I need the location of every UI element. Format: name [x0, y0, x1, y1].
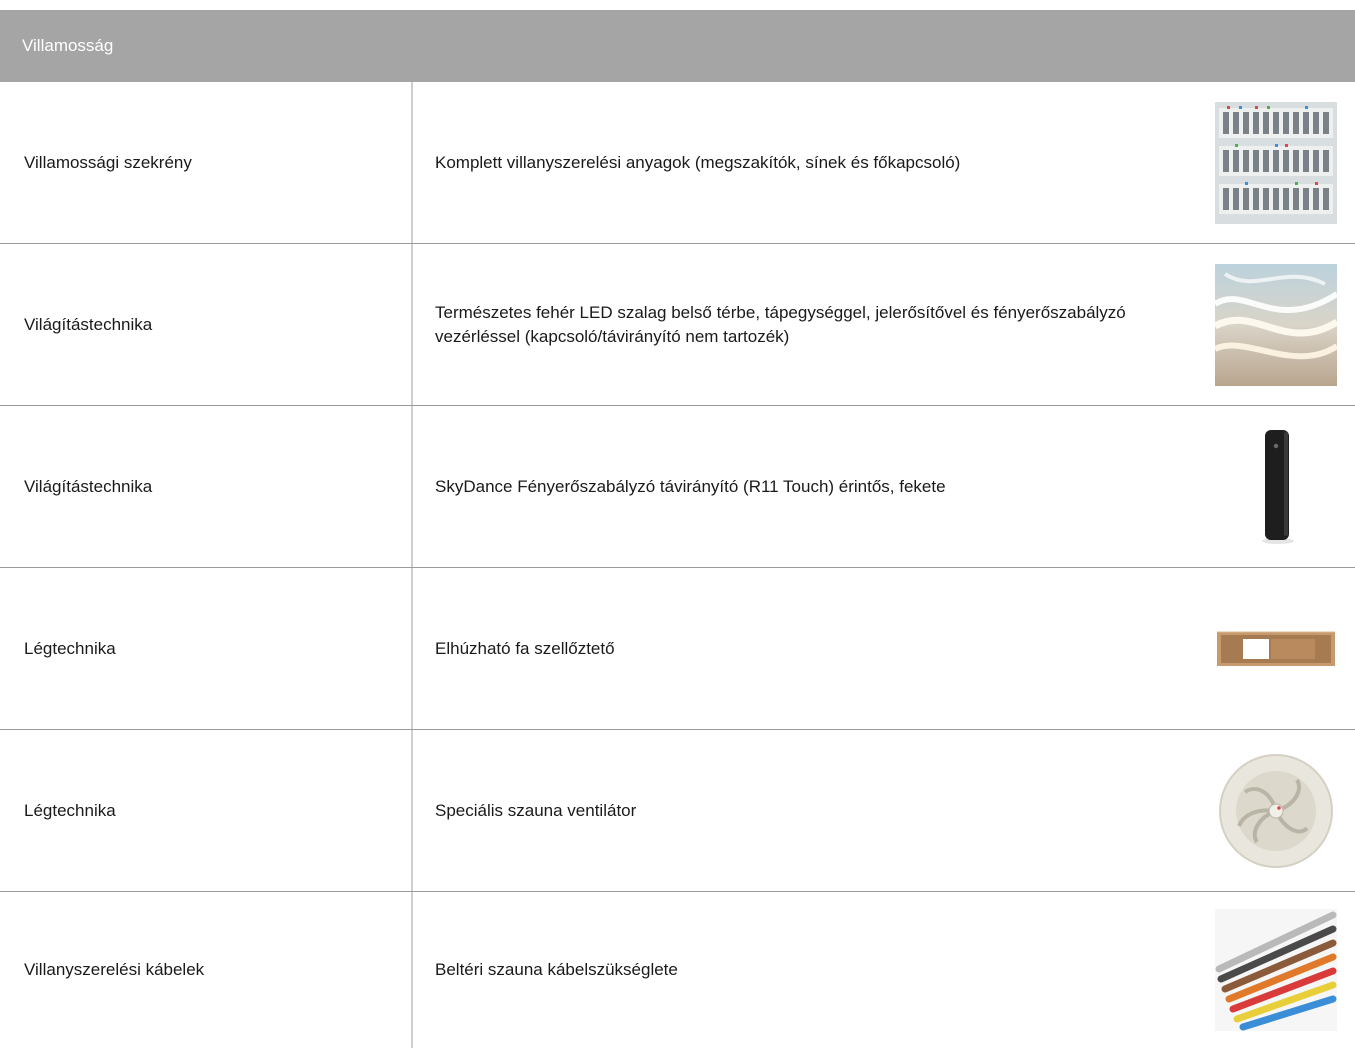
electrical-cabinet-icon — [1215, 102, 1337, 224]
cables-icon — [1215, 909, 1337, 1031]
category-cell — [0, 406, 413, 567]
category-cell — [0, 244, 413, 405]
section-header — [0, 10, 1355, 82]
led-strip-icon — [1215, 264, 1337, 386]
category-cell — [0, 892, 413, 1048]
image-cell — [1205, 82, 1355, 243]
image-cell — [1205, 406, 1355, 567]
category-label: Légtechnika — [24, 638, 116, 658]
table-row — [0, 406, 1355, 568]
description-cell — [413, 568, 1205, 729]
image-cell — [1205, 730, 1355, 891]
table-row — [0, 730, 1355, 892]
description-text: SkyDance Fényerőszabályzó távirányító (R11 Touch) érintős, fekete — [435, 476, 946, 496]
sauna-fan-icon — [1215, 750, 1337, 872]
category-cell — [0, 730, 413, 891]
table-row — [0, 892, 1355, 1048]
image-cell — [1205, 892, 1355, 1048]
category-label: Villanyszerelési kábelek — [24, 960, 205, 979]
remote-control-icon — [1215, 426, 1337, 548]
description-cell — [413, 892, 1205, 1048]
image-cell — [1205, 244, 1355, 405]
category-label: Világítástechnika — [24, 314, 153, 334]
wooden-vent-icon — [1215, 588, 1337, 710]
description-cell — [413, 244, 1205, 405]
description-cell — [413, 406, 1205, 567]
description-cell — [413, 730, 1205, 891]
section-title: Villamosság — [22, 36, 114, 55]
table-row — [0, 568, 1355, 730]
image-cell — [1205, 568, 1355, 729]
description-text: Elhúzható fa szellőztető — [435, 638, 615, 658]
description-text: Természetes fehér LED szalag belső térbe, tápegységgel, jelerősítővel és fényerőszabályzó vezérléssel (kapcsoló/távirányító nem tartozék) — [435, 302, 1126, 346]
category-label: Légtechnika — [24, 800, 116, 820]
category-label: Világítástechnika — [24, 476, 153, 496]
description-text: Speciális szauna ventilátor — [435, 800, 637, 820]
description-text: Beltéri szauna kábelszükséglete — [435, 960, 678, 980]
table-row — [0, 82, 1355, 244]
category-cell — [0, 568, 413, 729]
description-text: Komplett villanyszerelési anyagok (megszakítók, sínek és főkapcsoló) — [435, 152, 961, 172]
description-cell — [413, 82, 1205, 243]
product-table — [0, 10, 1355, 1048]
category-cell — [0, 82, 413, 243]
table-row — [0, 244, 1355, 406]
category-label: Villamossági szekrény — [24, 152, 192, 172]
